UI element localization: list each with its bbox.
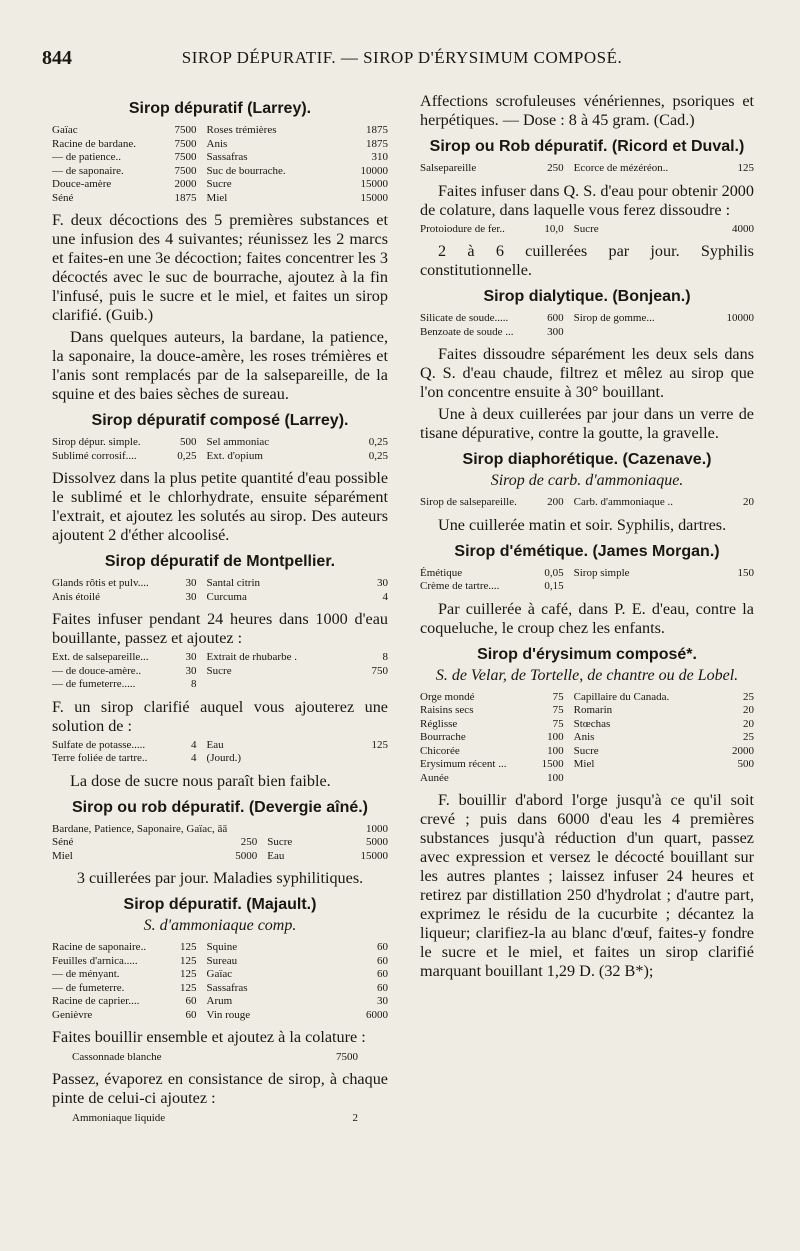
ingredient-name: Sel ammoniac xyxy=(206,436,270,448)
ingredient-amount: 10000 xyxy=(726,312,754,324)
ingredient-amount xyxy=(334,752,388,766)
ingredient-name: — de fumeterre. xyxy=(52,981,125,994)
ingredient-name: Gaïac xyxy=(52,124,78,136)
paragraph: F. deux décoctions des 5 premières substances et une infusion des 4 suivantes; réunissez les 2 marcs et faites-en une 3e décoction; faites concentrer les 3 décoctés avec le suc de bourrache, ajoutez à la fin l'infusé, puis le sucre et le miel, et faites un sirop clarifié. (Guib.) xyxy=(52,211,388,324)
ingredient-name: Ammoniaque liquide xyxy=(72,1112,166,1124)
ingredient-name: Genièvre xyxy=(52,1008,93,1021)
ingredient-name: Raisins secs xyxy=(420,704,474,716)
ingredient-name: Romarin xyxy=(573,704,613,716)
ingredient-row xyxy=(420,691,754,705)
ingredient-table xyxy=(420,312,754,339)
ingredient-name: Ecorce de mézéréon.. xyxy=(573,162,669,174)
ingredient-row xyxy=(52,968,388,982)
ingredient-name: Benzoate de soude ... xyxy=(420,325,514,338)
ingredient-amount: 8 xyxy=(382,651,388,663)
paragraph: Par cuillerée à café, dans P. E. d'eau, contre la coqueluche, le croup chez les enfants. xyxy=(420,599,754,637)
ingredient-name: Suc de bourrache. xyxy=(206,164,286,177)
left-column xyxy=(52,92,388,1131)
ingredient-name: Sirop de salsepareille. xyxy=(420,496,517,508)
section-subtitle: Sirop de carb. d'ammoniaque. xyxy=(490,472,684,489)
ingredient-row xyxy=(420,326,754,340)
paragraph: La dose de sucre nous paraît bien faible. xyxy=(70,771,331,790)
ingredient-amount: 0,25 xyxy=(368,436,388,448)
ingredient-name: — de douce-amère.. xyxy=(52,664,142,677)
ingredient-row xyxy=(52,178,388,192)
ingredient-amount: 0,25 xyxy=(368,449,388,462)
section-title: Sirop ou rob dépuratif. (Devergie aîné.) xyxy=(71,798,369,816)
ingredient-row xyxy=(420,567,754,581)
ingredient-name: Anis étoilé xyxy=(52,590,100,603)
ingredient-name: Ext. d'opium xyxy=(206,449,263,462)
ingredient-name: Crème de tartre.... xyxy=(420,580,500,592)
ingredient-row xyxy=(52,151,388,165)
ingredient-name: Sureau xyxy=(206,954,238,967)
ingredient-name: Extrait de rhubarbe . xyxy=(206,651,297,663)
ingredient-name: Réglisse xyxy=(420,717,458,730)
ingredient-name: Chicorée xyxy=(420,744,460,757)
ingredient-name: Séné xyxy=(52,836,74,848)
ingredient-table xyxy=(52,436,388,463)
ingredient-name: Roses trémières xyxy=(206,124,277,136)
ingredient-name: Gaïac xyxy=(206,968,233,980)
paragraph: Passez, évaporez en consistance de sirop, à chaque pinte de celui-ci ajoutez : xyxy=(52,1070,388,1107)
ingredient-amount: 4 xyxy=(191,752,197,764)
ingredient-table xyxy=(52,651,388,692)
ingredient-name xyxy=(267,823,346,837)
ingredient-row xyxy=(420,496,754,510)
ingredient-row xyxy=(52,678,388,692)
ingredient-amount: 0,25 xyxy=(177,449,197,462)
ingredient-row xyxy=(52,823,388,837)
section-subtitle: S. de Velar, de Tortelle, de chantre ou de Lobel. xyxy=(435,666,739,684)
ingredient-amount: 20 xyxy=(743,496,754,508)
ingredient-name: Miel xyxy=(206,191,228,204)
ingredient-row xyxy=(52,752,388,766)
ingredient-name: Sassafras xyxy=(206,151,248,163)
section-subtitle: S. d'ammoniaque comp. xyxy=(143,917,297,934)
ingredient-amount: 5000 xyxy=(235,849,258,862)
section-title: Sirop dépuratif de Montpellier. xyxy=(104,553,336,570)
ingredient-amount: 60 xyxy=(377,981,388,994)
paragraph: Une cuillerée matin et soir. Syphilis, dartres. xyxy=(438,515,727,534)
ingredient-row xyxy=(52,124,388,138)
ingredient-amount: 0,15 xyxy=(544,580,564,592)
ingredient-amount: 7500 xyxy=(336,1051,358,1063)
ingredient-row xyxy=(52,577,388,591)
ingredient-name: Racine de bardane. xyxy=(52,137,136,150)
ingredient-table xyxy=(420,691,754,786)
paragraph: Dissolvez dans la plus petite quantité d'eau possible le sublimé et le chlorhydrate, ensuite séparément l'extrait, et ajoutez les solutés au sirop. Des auteurs ajoutent 2 d'éther alcoolisé. xyxy=(52,469,388,544)
ingredient-name: (Jourd.) xyxy=(206,752,242,764)
ingredient-amount xyxy=(334,678,388,692)
ingredient-row xyxy=(420,718,754,732)
section-title: Sirop dialytique. (Bonjean.) xyxy=(483,288,691,305)
ingredient-amount: 4 xyxy=(191,738,197,751)
ingredient-name: Salsepareille xyxy=(420,162,477,174)
ingredient-name: Vin rouge xyxy=(206,1008,251,1021)
ingredient-name: Carb. d'ammoniaque .. xyxy=(573,496,674,508)
ingredient-amount: 125 xyxy=(180,968,197,980)
ingredient-amount xyxy=(227,823,267,837)
ingredient-amount: 10,0 xyxy=(544,222,564,235)
ingredient-name: Stœchas xyxy=(573,717,611,730)
ingredient-name: Squine xyxy=(206,941,238,953)
ingredient-amount: 125 xyxy=(737,162,754,174)
ingredient-name: Curcuma xyxy=(206,590,247,603)
ingredient-row xyxy=(420,731,754,745)
ingredient-amount: 30 xyxy=(185,651,197,663)
ingredient-amount: 500 xyxy=(180,436,197,448)
ingredient-amount: 2000 xyxy=(732,744,754,757)
ingredient-row xyxy=(420,772,754,786)
ingredient-name: Douce-amère xyxy=(52,178,112,190)
ingredient-row xyxy=(52,941,388,955)
paragraph: Faites bouillir ensemble et ajoutez à la colature : xyxy=(52,1028,366,1046)
ingredient-line xyxy=(52,1050,388,1064)
ingredient-name: Anis xyxy=(206,137,228,150)
ingredient-row xyxy=(52,436,388,450)
ingredient-amount: 4 xyxy=(382,590,388,603)
section-title: Sirop d'érysimum composé*. xyxy=(477,645,697,663)
ingredient-amount xyxy=(701,772,754,786)
ingredient-row xyxy=(52,138,388,152)
running-title: SIROP DÉPURATIF. — SIROP D'ÉRYSIMUM COMPOSÉ. xyxy=(181,48,623,67)
ingredient-row xyxy=(420,745,754,759)
section-title: Sirop dépuratif (Larrey). xyxy=(128,100,312,117)
ingredient-name xyxy=(574,580,701,594)
ingredient-amount: 7500 xyxy=(174,124,197,136)
ingredient-row xyxy=(420,162,754,176)
ingredient-amount: 2 xyxy=(352,1112,358,1124)
ingredient-amount: 0,05 xyxy=(544,566,564,579)
ingredient-name: — de patience.. xyxy=(52,151,122,163)
paragraph: Une à deux cuillerées par jour dans un verre de tisane dépurative, contre la goutte, la gravelle. xyxy=(420,405,754,442)
ingredient-name: Santal citrin xyxy=(206,577,261,589)
right-column xyxy=(420,92,754,984)
ingredient-name: — de saponaire. xyxy=(52,164,124,177)
ingredient-row xyxy=(52,739,388,753)
ingredient-name: Capillaire du Canada. xyxy=(573,690,670,703)
ingredient-amount: 60 xyxy=(377,941,388,953)
ingredient-name: Émétique xyxy=(420,566,463,579)
ingredient-amount: 30 xyxy=(185,577,197,589)
ingredient-name: Silicate de soude..... xyxy=(420,312,509,324)
ingredient-name: Terre foliée de tartre.. xyxy=(52,752,148,764)
section-title: Sirop dépuratif composé (Larrey). xyxy=(91,412,349,429)
ingredient-name xyxy=(574,772,701,786)
ingredient-amount: 25 xyxy=(743,731,754,743)
ingredient-amount: 1875 xyxy=(366,124,388,136)
ingredient-row xyxy=(52,665,388,679)
ingredient-name: Séné xyxy=(52,191,74,204)
ingredient-line xyxy=(52,1111,388,1125)
ingredient-amount: 125 xyxy=(180,941,197,953)
ingredient-table xyxy=(52,823,388,864)
ingredient-row xyxy=(420,312,754,326)
ingredient-row xyxy=(52,836,388,850)
page-number: 844 xyxy=(42,47,72,69)
ingredient-amount: 4000 xyxy=(732,222,754,235)
page-header xyxy=(42,47,762,77)
ingredient-amount: 60 xyxy=(185,995,197,1007)
ingredient-row xyxy=(52,982,388,996)
ingredient-name: Eau xyxy=(206,738,224,751)
ingredient-row xyxy=(52,591,388,605)
ingredient-name: Racine de caprier.... xyxy=(52,995,140,1007)
ingredient-name: Cassonnade blanche xyxy=(72,1051,162,1063)
paragraph: Faites infuser dans Q. S. d'eau pour obtenir 2000 de colature, dans laquelle vous ferez dissoudre : xyxy=(420,181,754,219)
ingredient-amount: 60 xyxy=(377,954,388,967)
ingredient-row xyxy=(420,704,754,718)
ingredient-name: Eau xyxy=(267,849,285,862)
ingredient-name: — de fumeterre..... xyxy=(52,678,136,690)
ingredient-table xyxy=(52,739,388,766)
ingredient-amount: 20 xyxy=(743,704,754,716)
ingredient-name: Anis xyxy=(573,731,595,743)
paragraph: F. un sirop clarifié auquel vous ajouterez une solution de : xyxy=(52,697,388,735)
ingredient-amount: 15000 xyxy=(360,191,388,204)
ingredient-name: Sucre xyxy=(267,836,293,848)
ingredient-amount: 1875 xyxy=(366,137,388,150)
ingredient-amount: 1000 xyxy=(366,822,388,835)
paragraph: Faites infuser pendant 24 heures dans 1000 d'eau bouillante, passez et ajoutez : xyxy=(52,610,388,647)
ingredient-amount: 15000 xyxy=(360,178,388,190)
ingredient-name: Sucre xyxy=(206,664,232,677)
ingredient-table xyxy=(52,941,388,1022)
ingredient-amount: 10000 xyxy=(360,164,388,177)
ingredient-amount: 2000 xyxy=(174,178,197,190)
ingredient-name: Glands rôtis et pulv.... xyxy=(52,577,149,589)
ingredient-name: Racine de saponaire.. xyxy=(52,941,147,953)
paragraph: 3 cuillerées par jour. Maladies syphilitiques. xyxy=(76,869,364,887)
ingredient-name: Orge mondé xyxy=(420,690,475,703)
ingredient-name: — de ményant. xyxy=(52,968,120,980)
ingredient-row xyxy=(52,450,388,464)
ingredient-table xyxy=(420,162,754,176)
ingredient-amount: 310 xyxy=(371,151,388,163)
ingredient-name: Miel xyxy=(573,758,595,770)
ingredient-row xyxy=(52,651,388,665)
ingredient-row xyxy=(52,1009,388,1023)
paragraph: Faites dissoudre séparément les deux sels dans Q. S. d'eau chaude, filtrez et mêlez au sirop que l'on concentre ensuite à 30° bouillant. xyxy=(420,345,754,401)
paragraph: Affections scrofuleuses vénériennes, psoriques et herpétiques. — Dose : 8 à 45 gram. (Cad.) xyxy=(420,92,754,129)
ingredient-amount: 75 xyxy=(552,717,564,730)
ingredient-amount: 7500 xyxy=(174,137,197,150)
ingredient-amount: 300 xyxy=(547,325,564,338)
ingredient-name: Sirop simple xyxy=(573,566,630,579)
ingredient-row xyxy=(420,223,754,237)
ingredient-row xyxy=(52,850,388,864)
ingredient-amount: 75 xyxy=(552,704,564,716)
ingredient-table xyxy=(420,496,754,510)
ingredient-amount: 750 xyxy=(371,664,388,677)
ingredient-name: Bardane, Patience, Saponaire, Gaïac, āā xyxy=(52,822,228,835)
ingredient-name: Aunée xyxy=(420,771,449,784)
ingredient-row xyxy=(420,580,754,594)
ingredient-table xyxy=(420,223,754,237)
section-title: Sirop diaphorétique. (Cazenave.) xyxy=(462,451,712,468)
ingredient-amount: 30 xyxy=(185,590,197,603)
ingredient-row xyxy=(420,758,754,772)
ingredient-amount: 125 xyxy=(180,954,197,967)
ingredient-amount xyxy=(701,326,754,340)
ingredient-amount: 125 xyxy=(371,738,388,751)
ingredient-amount: 60 xyxy=(185,1008,197,1021)
ingredient-name: Protoiodure de fer.. xyxy=(420,222,505,235)
ingredient-amount: 150 xyxy=(737,566,754,579)
ingredient-amount: 125 xyxy=(180,981,197,994)
ingredient-amount: 60 xyxy=(377,968,388,980)
ingredient-name: Arum xyxy=(206,995,233,1007)
ingredient-name: Bourrache xyxy=(420,731,466,743)
ingredient-amount: 100 xyxy=(547,731,564,743)
ingredient-table xyxy=(420,567,754,594)
ingredient-table xyxy=(52,577,388,604)
ingredient-table xyxy=(52,124,388,205)
ingredient-amount: 25 xyxy=(743,690,754,703)
ingredient-amount: 200 xyxy=(547,496,564,508)
ingredient-name: Sassafras xyxy=(206,981,248,994)
paragraph: F. bouillir d'abord l'orge jusqu'à ce qu'il soit crevé ; puis dans 6000 d'eau les 4 premières substances jusqu'à réduction d'un quart, passez avec expression et versez le décocté bouillant sur les autres plantes ; laissez infuser 24 heures et retirez par distillation 250 d'hydrolat ; d'autre part, exprimez le résidu de la cucurbite ; décantez la liqueur; clarifiez-la au blanc d'œuf, faites-y fondre le sucre et le miel, et faites un sirop clarifié marquant bouillant 1,29 D. (32 B*); xyxy=(420,791,754,980)
ingredient-name: Miel xyxy=(52,849,73,862)
ingredient-row xyxy=(52,955,388,969)
section-title: Sirop ou Rob dépuratif. (Ricord et Duval.) xyxy=(429,138,745,155)
ingredient-amount: 20 xyxy=(743,717,754,730)
ingredient-name: Sulfate de potasse..... xyxy=(52,738,146,751)
ingredient-row xyxy=(52,995,388,1009)
ingredient-name: Sucre xyxy=(573,222,599,235)
ingredient-amount: 1500 xyxy=(541,758,564,770)
section-title: Sirop dépuratif. (Majault.) xyxy=(123,896,317,913)
ingredient-name: Sucre xyxy=(206,178,232,190)
ingredient-amount: 6000 xyxy=(366,1008,388,1021)
ingredient-amount: 15000 xyxy=(360,849,388,862)
ingredient-amount: 8 xyxy=(191,678,197,690)
ingredient-amount xyxy=(701,580,754,594)
ingredient-name: Sucre xyxy=(573,744,599,757)
ingredient-amount: 600 xyxy=(547,312,564,324)
ingredient-amount: 500 xyxy=(737,758,754,770)
ingredient-name xyxy=(207,678,335,692)
ingredient-name xyxy=(574,326,701,340)
ingredient-name: Sirop de gomme... xyxy=(573,312,655,324)
ingredient-amount: 250 xyxy=(547,162,564,174)
ingredient-amount: 250 xyxy=(240,836,258,848)
ingredient-name: Erysimum récent ... xyxy=(420,758,507,770)
ingredient-amount: 100 xyxy=(547,744,564,757)
ingredient-amount: 7500 xyxy=(174,151,197,163)
ingredient-amount: 7500 xyxy=(174,164,197,177)
ingredient-amount: 100 xyxy=(547,771,564,784)
ingredient-amount: 30 xyxy=(377,995,388,1007)
ingredient-name: Sublimé corrosif.... xyxy=(52,449,137,462)
paragraph: Dans quelques auteurs, la bardane, la patience, la saponaire, la douce-amère, les roses trémières et l'anis sont remplacés par de la salsepareille, de la squine et des baies sèches de sureau. xyxy=(52,328,388,403)
ingredient-row xyxy=(52,165,388,179)
ingredient-amount: 75 xyxy=(552,690,564,703)
ingredient-name: Ext. de salsepareille... xyxy=(52,651,149,663)
ingredient-amount: 30 xyxy=(185,664,197,677)
ingredient-row xyxy=(52,192,388,206)
ingredient-name: Feuilles d'arnica..... xyxy=(52,954,138,967)
ingredient-amount: 30 xyxy=(377,577,388,589)
ingredient-amount: 1875 xyxy=(174,191,197,204)
ingredient-name: Sirop dépur. simple. xyxy=(52,436,141,448)
paragraph: 2 à 6 cuillerées par jour. Syphilis constitutionnelle. xyxy=(420,242,754,279)
ingredient-amount: 5000 xyxy=(366,836,388,848)
section-title: Sirop d'émétique. (James Morgan.) xyxy=(454,542,720,560)
